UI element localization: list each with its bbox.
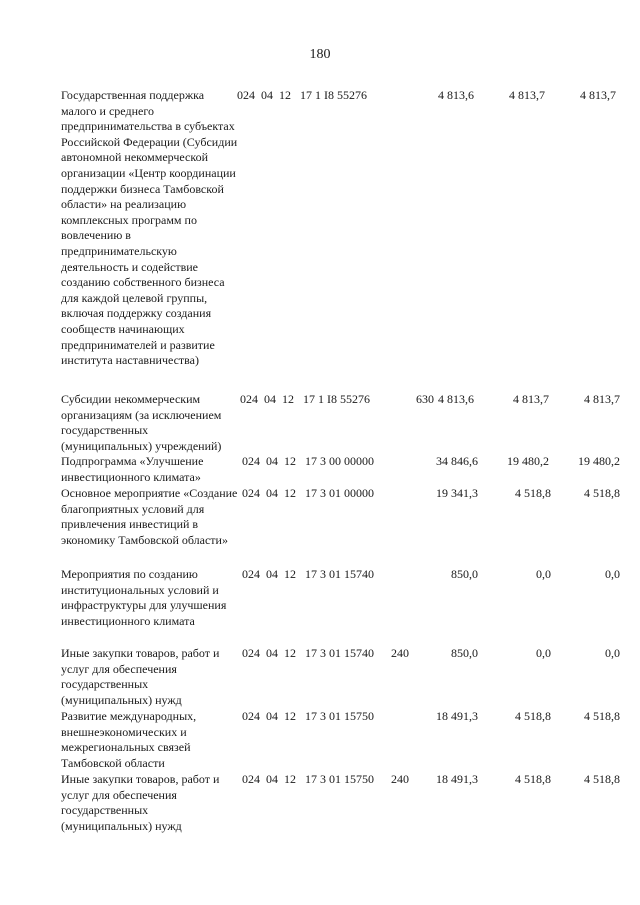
row-code: 024 04 12 17 3 01 15750 xyxy=(242,709,374,723)
row-description: Иные закупки товаров, работ и услуг для обеспечения государственных (муниципальных) нужд xyxy=(61,772,220,833)
row-code: 024 04 12 17 3 00 00000 xyxy=(242,454,374,468)
value-2022: 4 813,7 xyxy=(509,88,545,102)
row-description: Подпрограмма «Улучшение инвестиционного климата» xyxy=(61,454,204,484)
row-code: 024 04 12 17 1 I8 55276 xyxy=(237,88,367,102)
row-code: 024 04 12 17 3 01 15750 xyxy=(242,772,374,786)
value-2022: 0,0 xyxy=(536,646,551,660)
value-2023: 4 813,7 xyxy=(584,392,620,406)
row-description: Субсидии некоммерческим организациям (за исключением государственных (муниципальных) учреждений) xyxy=(61,392,222,453)
value-2022: 4 518,8 xyxy=(515,486,551,500)
value-2023: 19 480,2 xyxy=(578,454,620,468)
value-2023: 4 518,8 xyxy=(584,709,620,723)
row-code: 024 04 12 17 3 01 15740 xyxy=(242,646,374,660)
row-description: Основное мероприятие «Создание благоприятных условий для привлечения инвестиций в экономику Тамбовской области» xyxy=(61,486,238,547)
value-2023: 4 518,8 xyxy=(584,772,620,786)
row-description: Государственная поддержка малого и среднего предпринимательства в субъектах Российской Федерации (Субсидии автономной некоммерческой организации «Центр координации поддержки бизнеса Тамбовской области» на реализацию комплексных программ по вовлечению в предпринимательскую деятельность и содействие созданию собственного бизнеса для каждой целевой группы, включая поддержку создания сообществ начинающих предпринимателей и развитие института наставничества) xyxy=(61,88,238,368)
row-description: Мероприятия по созданию институциональных условий и инфраструктуры для улучшения инвестиционного климата xyxy=(61,567,227,628)
value-2021: 850,0 xyxy=(451,646,478,660)
value-2022: 0,0 xyxy=(536,567,551,581)
row-code: 024 04 12 17 3 01 00000 xyxy=(242,486,374,500)
page-number: 180 xyxy=(309,47,331,62)
value-2021: 4 813,6 xyxy=(438,392,474,406)
value-2021: 34 846,6 xyxy=(436,454,478,468)
value-2021: 18 491,3 xyxy=(436,709,478,723)
value-2021: 19 341,3 xyxy=(436,486,478,500)
value-2023: 4 518,8 xyxy=(584,486,620,500)
row-description: Иные закупки товаров, работ и услуг для обеспечения государственных (муниципальных) нужд xyxy=(61,646,220,707)
value-2022: 4 813,7 xyxy=(513,392,549,406)
value-2023: 4 813,7 xyxy=(580,88,616,102)
value-2021: 850,0 xyxy=(451,567,478,581)
value-2022: 4 518,8 xyxy=(515,709,551,723)
row-vr: 240 xyxy=(391,646,409,660)
row-vr: 240 xyxy=(391,772,409,786)
value-2021: 4 813,6 xyxy=(438,88,474,102)
value-2022: 19 480,2 xyxy=(507,454,549,468)
row-code: 024 04 12 17 3 01 15740 xyxy=(242,567,374,581)
row-code: 024 04 12 17 1 I8 55276 xyxy=(240,392,370,406)
value-2023: 0,0 xyxy=(605,646,620,660)
row-description: Развитие международных, внешнеэкономических и межрегиональных связей Тамбовской области xyxy=(61,709,197,770)
value-2021: 18 491,3 xyxy=(436,772,478,786)
value-2022: 4 518,8 xyxy=(515,772,551,786)
row-vr: 630 xyxy=(416,392,434,406)
value-2023: 0,0 xyxy=(605,567,620,581)
